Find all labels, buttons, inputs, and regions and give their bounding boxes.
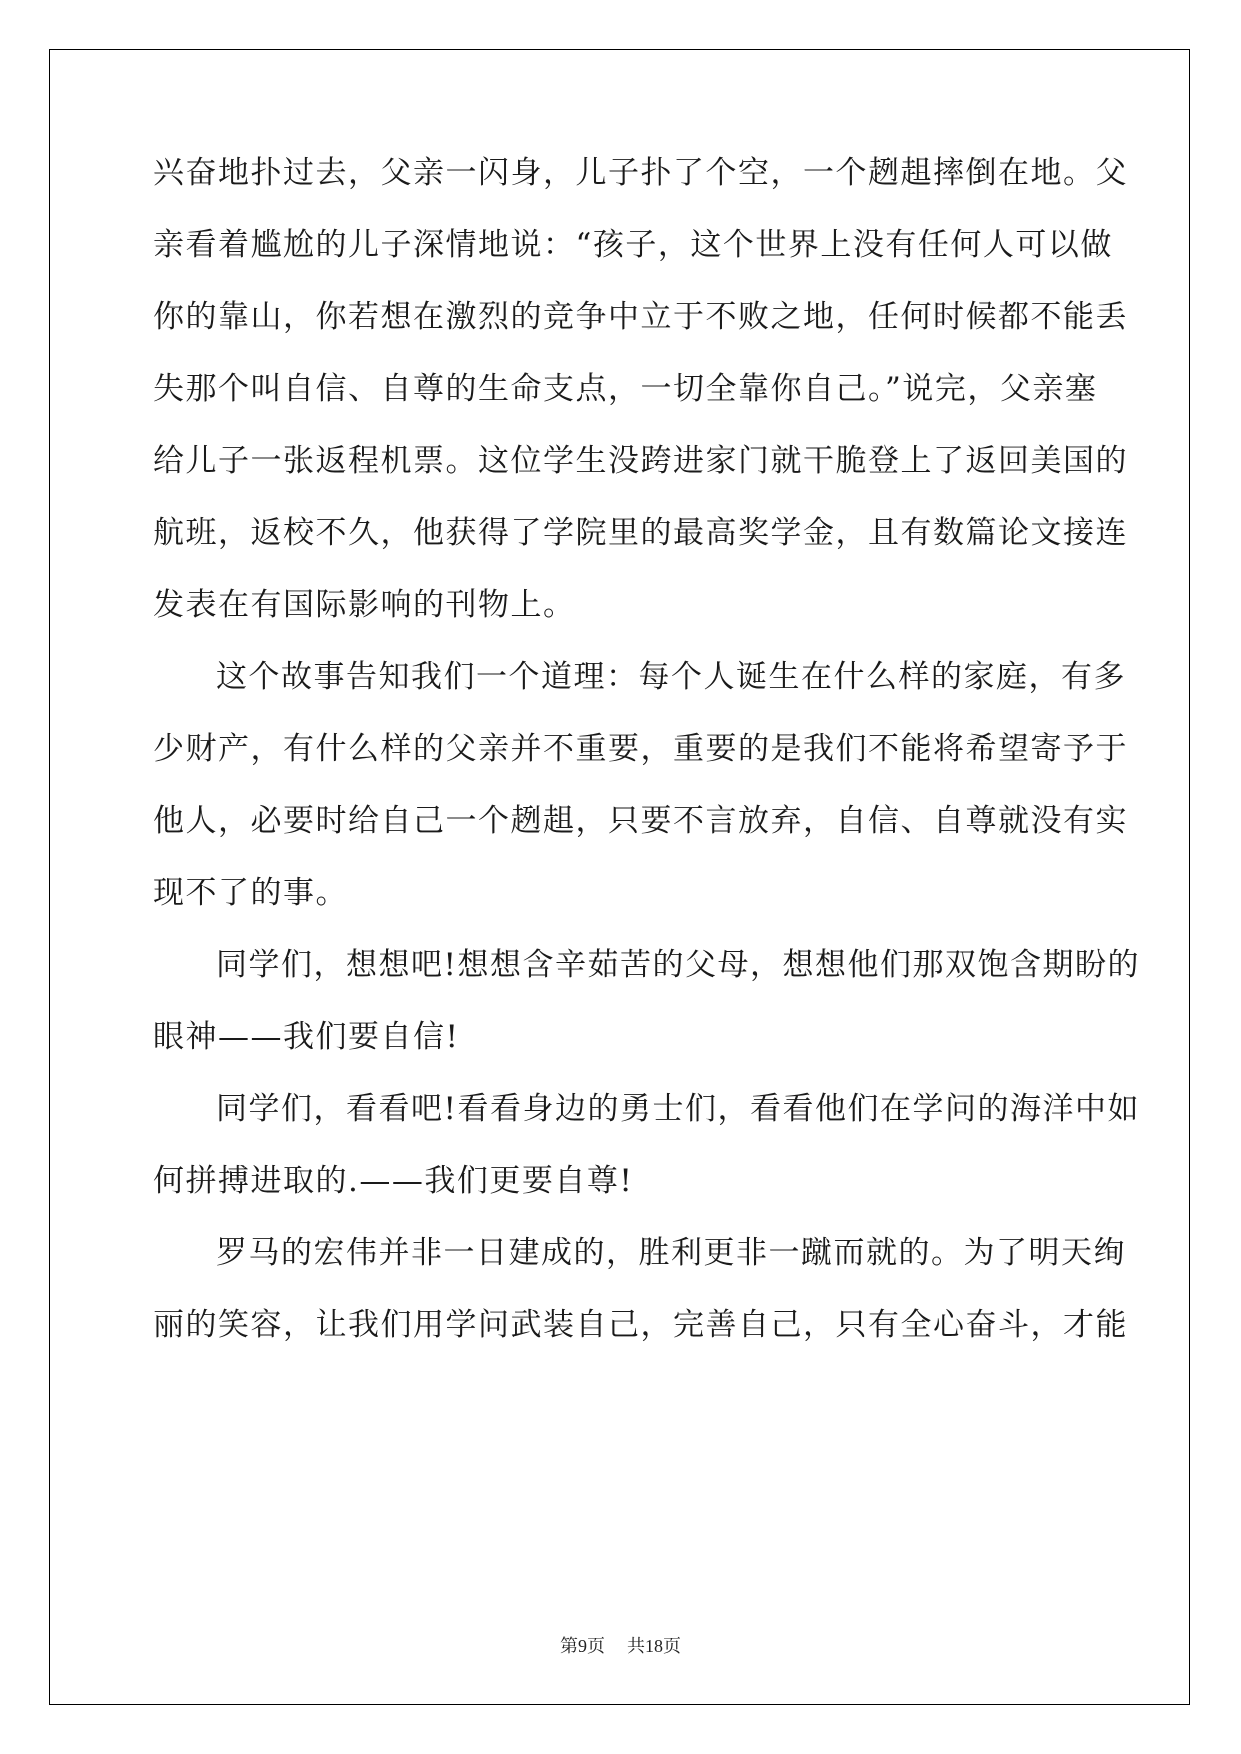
text-line: 亲看着尴尬的儿子深情地说：“孩子，这个世界上没有任何人可以做 (153, 227, 1113, 263)
text-line: 你的靠山，你若想在激烈的竞争中立于不败之地，任何时候都不能丢 (153, 299, 1128, 335)
text-line: 他人，必要时给自己一个趔趄，只要不言放弃，自信、自尊就没有实 (153, 803, 1128, 839)
text-line: 少财产，有什么样的父亲并不重要，重要的是我们不能将希望寄予于 (153, 731, 1128, 767)
text-line: 同学们，想想吧!想想含辛茹苦的父母，想想他们那双饱含期盼的 (216, 947, 1140, 983)
text-line: 航班，返校不久，他获得了学院里的最高奖学金，且有数篇论文接连 (153, 515, 1128, 551)
page-number: 第9页 (560, 1636, 605, 1656)
text-line: 这个故事告知我们一个道理：每个人诞生在什么样的家庭，有多 (216, 659, 1126, 695)
text-line: 发表在有国际影响的刊物上。 (153, 587, 576, 623)
text-line: 同学们，看看吧!看看身边的勇士们，看看他们在学问的海洋中如 (216, 1091, 1140, 1127)
text-line: 丽的笑容，让我们用学问武装自己，完善自己，只有全心奋斗，才能 (153, 1307, 1128, 1343)
page-footer (0, 1632, 1241, 1658)
text-line: 眼神——我们要自信! (153, 1019, 460, 1055)
text-line: 兴奋地扑过去，父亲一闪身，儿子扑了个空，一个趔趄摔倒在地。父 (153, 155, 1128, 191)
text-line: 失那个叫自信、自尊的生命支点，一切全靠你自己。”说完，父亲塞 (153, 371, 1098, 407)
text-line: 现不了的事。 (153, 875, 348, 911)
page-total: 共18页 (627, 1636, 681, 1656)
text-line: 何拼搏进取的.——我们更要自尊! (153, 1163, 634, 1199)
text-line: 给儿子一张返程机票。这位学生没跨进家门就干脆登上了返回美国的 (153, 443, 1128, 479)
text-line: 罗马的宏伟并非一日建成的，胜利更非一蹴而就的。为了明天绚 (216, 1235, 1126, 1271)
